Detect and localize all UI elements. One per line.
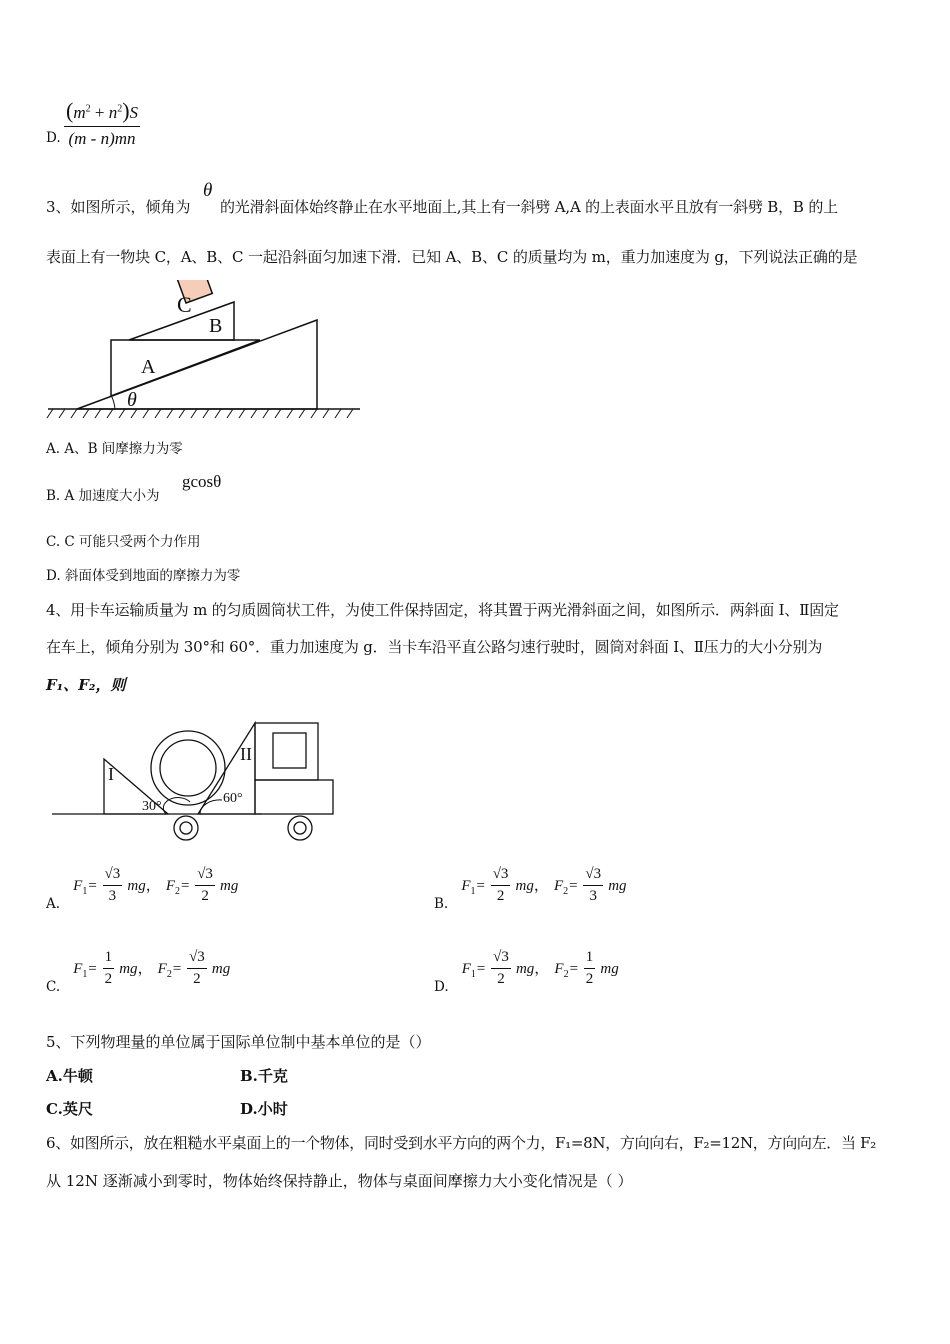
wheel-rear: [288, 816, 312, 840]
frac-num: 1: [103, 949, 115, 969]
label-A: A: [141, 356, 156, 378]
frac-den: 2: [585, 971, 594, 987]
q3-option-d: D. 斜面体受到地面的摩擦力为零: [46, 568, 241, 584]
q2-option-d-fraction: [64, 98, 140, 149]
label-theta: θ: [127, 389, 137, 411]
frac-num: 1: [584, 949, 596, 969]
sub-2: 2: [166, 969, 172, 980]
q4-option-d: $_{D.}$ $F_1=$ $\frac{√3}{2}$ mg， $F_2=$ $\frac{1}{2}$ mg: [434, 949, 619, 995]
F-symbol: F: [553, 878, 564, 894]
sub-1: 1: [470, 969, 476, 980]
var-m: m: [73, 103, 86, 122]
paren-open: (: [66, 98, 74, 123]
label-I: I: [108, 764, 114, 784]
angle-arc: [111, 395, 115, 409]
q2-option-d-label: D.: [46, 130, 61, 146]
cylinder-inner: [160, 740, 216, 796]
frac-den: 2: [104, 971, 113, 987]
q5-option-c: C.英尺: [46, 1100, 93, 1118]
q4-stem-line3: F₁、F₂，则: [46, 676, 126, 694]
F-symbol: F: [73, 961, 83, 977]
F-symbol: F: [461, 961, 471, 977]
option-label: D.: [434, 979, 449, 995]
q3-option-b-expr: gcosθ: [182, 472, 222, 491]
q4-option-a: $_{A.}$ $F_1=$ $\frac{√3}{3}$ mg， $F_2=$ $\frac{√3}{2}$ mg: [46, 866, 239, 912]
frac-num: √3: [195, 866, 215, 886]
sub-2: 2: [563, 969, 569, 980]
unit-mg: mg: [515, 961, 535, 977]
unit-mg: mg: [119, 961, 138, 977]
sub-1: 1: [82, 886, 88, 897]
var-S: S: [129, 103, 139, 122]
sub-2: 2: [563, 886, 569, 897]
q3-stem-line2: 表面上有一物块 C，A、B、C 一起沿斜面匀加速下滑．已知 A、B、C 的质量均为 m，重力加速度为 g，下列说法正确的是: [46, 248, 858, 266]
frac-num: √3: [103, 866, 123, 886]
label-60deg: 60°: [223, 791, 243, 806]
q4-truck-figure: [50, 718, 340, 846]
label-C: C: [177, 292, 192, 317]
label-30deg: 30°: [142, 799, 162, 814]
block-A: [111, 340, 260, 396]
F-symbol: F: [157, 961, 167, 977]
option-label: B.: [434, 896, 449, 912]
plus: +: [94, 103, 105, 122]
frac-den: 2: [201, 888, 209, 904]
wheel-front: [174, 816, 198, 840]
q3-incline-figure: [45, 280, 365, 425]
sup-2b: 2: [117, 103, 123, 115]
q3-option-c: C. C 可能只受两个力作用: [46, 534, 201, 550]
q3-theta-symbol: θ: [203, 180, 213, 201]
q5-stem: 5、下列物理量的单位属于国际单位制中基本单位的是（）: [46, 1033, 431, 1051]
cab-window: [273, 733, 306, 768]
q3-option-b: B. A 加速度大小为: [46, 488, 160, 504]
frac-den: 2: [497, 971, 505, 987]
cylinder-outer: [151, 731, 225, 805]
q4-stem-line1: 4、用卡车运输质量为 m 的匀质圆筒状工件，为使工件保持固定，将其置于两光滑斜面之间，如图所示．两斜面 I、Ⅱ固定: [46, 601, 839, 619]
frac-den: 2: [496, 888, 505, 904]
sub-1: 1: [82, 969, 88, 980]
angle-arc-30: [163, 798, 190, 814]
frac-den: 3: [589, 888, 597, 904]
q3-option-a: A. A、B 间摩擦力为零: [46, 441, 183, 457]
truck-engine: [255, 780, 333, 814]
q6-stem-line1: 6、如图所示，放在粗糙水平桌面上的一个物体，同时受到水平方向的两个力，F₁=8N，方向向右，F₂=12N，方向向左．当 F₂: [46, 1134, 876, 1152]
q5-option-a: A.牛顿: [46, 1067, 93, 1085]
q4-option-b: $_{B.}$ $F_1=$ $\frac{√3}{2}$ mg， $F_2=$ $\frac{√3}{3}$ mg: [434, 866, 627, 912]
q5-option-d: D.小时: [240, 1100, 288, 1118]
q3-stem-line1-start: 3、如图所示，倾角为: [46, 198, 191, 216]
unit-mg: mg: [600, 961, 619, 977]
fraction-denominator: (m - n)mn: [68, 129, 136, 148]
frac-num: √3: [491, 949, 511, 969]
frac-num: √3: [187, 949, 207, 969]
unit-mg: mg: [211, 961, 231, 977]
unit-mg: mg: [220, 878, 239, 894]
F-symbol: F: [461, 878, 471, 894]
q3-stem-line1-end: 的光滑斜面体始终静止在水平地面上,其上有一斜劈 A,A 的上表面水平且放有一斜劈 B，B 的上: [220, 198, 838, 216]
F-symbol: F: [73, 878, 83, 894]
frac-num: √3: [583, 866, 603, 886]
label-II: II: [240, 744, 252, 764]
F-symbol: F: [554, 961, 564, 977]
var-n: n: [108, 103, 118, 122]
sup-2: 2: [85, 103, 91, 115]
q5-option-b: B.千克: [240, 1067, 288, 1085]
label-B: B: [209, 315, 223, 337]
frac-den: 2: [193, 971, 201, 987]
paren-close: ): [122, 98, 130, 123]
sub-2: 2: [174, 886, 180, 897]
unit-mg: mg: [608, 878, 627, 894]
q6-stem-line2: 从 12N 逐渐减小到零时，物体始终保持静止，物体与桌面间摩擦力大小变化情况是（ ）: [46, 1172, 633, 1190]
sub-1: 1: [470, 886, 476, 897]
frac-num: √3: [491, 866, 511, 886]
F-symbol: F: [165, 878, 175, 894]
q4-stem-line2: 在车上，倾角分别为 30°和 60°．重力加速度为 g．当卡车沿平直公路匀速行驶时，圆筒对斜面 I、Ⅱ压力的大小分别为: [46, 638, 823, 656]
option-label: A.: [46, 896, 61, 912]
option-label: C.: [46, 979, 61, 995]
unit-mg: mg: [127, 878, 146, 894]
unit-mg: mg: [515, 878, 534, 894]
q4-option-c: $_{C.}$ $F_1=$ $\frac{1}{2}$ mg， $F_2=$ $\frac{√3}{2}$ mg: [46, 949, 231, 995]
frac-den: 3: [108, 888, 117, 904]
truck-cab: [255, 723, 318, 780]
ground-hatching: [47, 409, 353, 418]
